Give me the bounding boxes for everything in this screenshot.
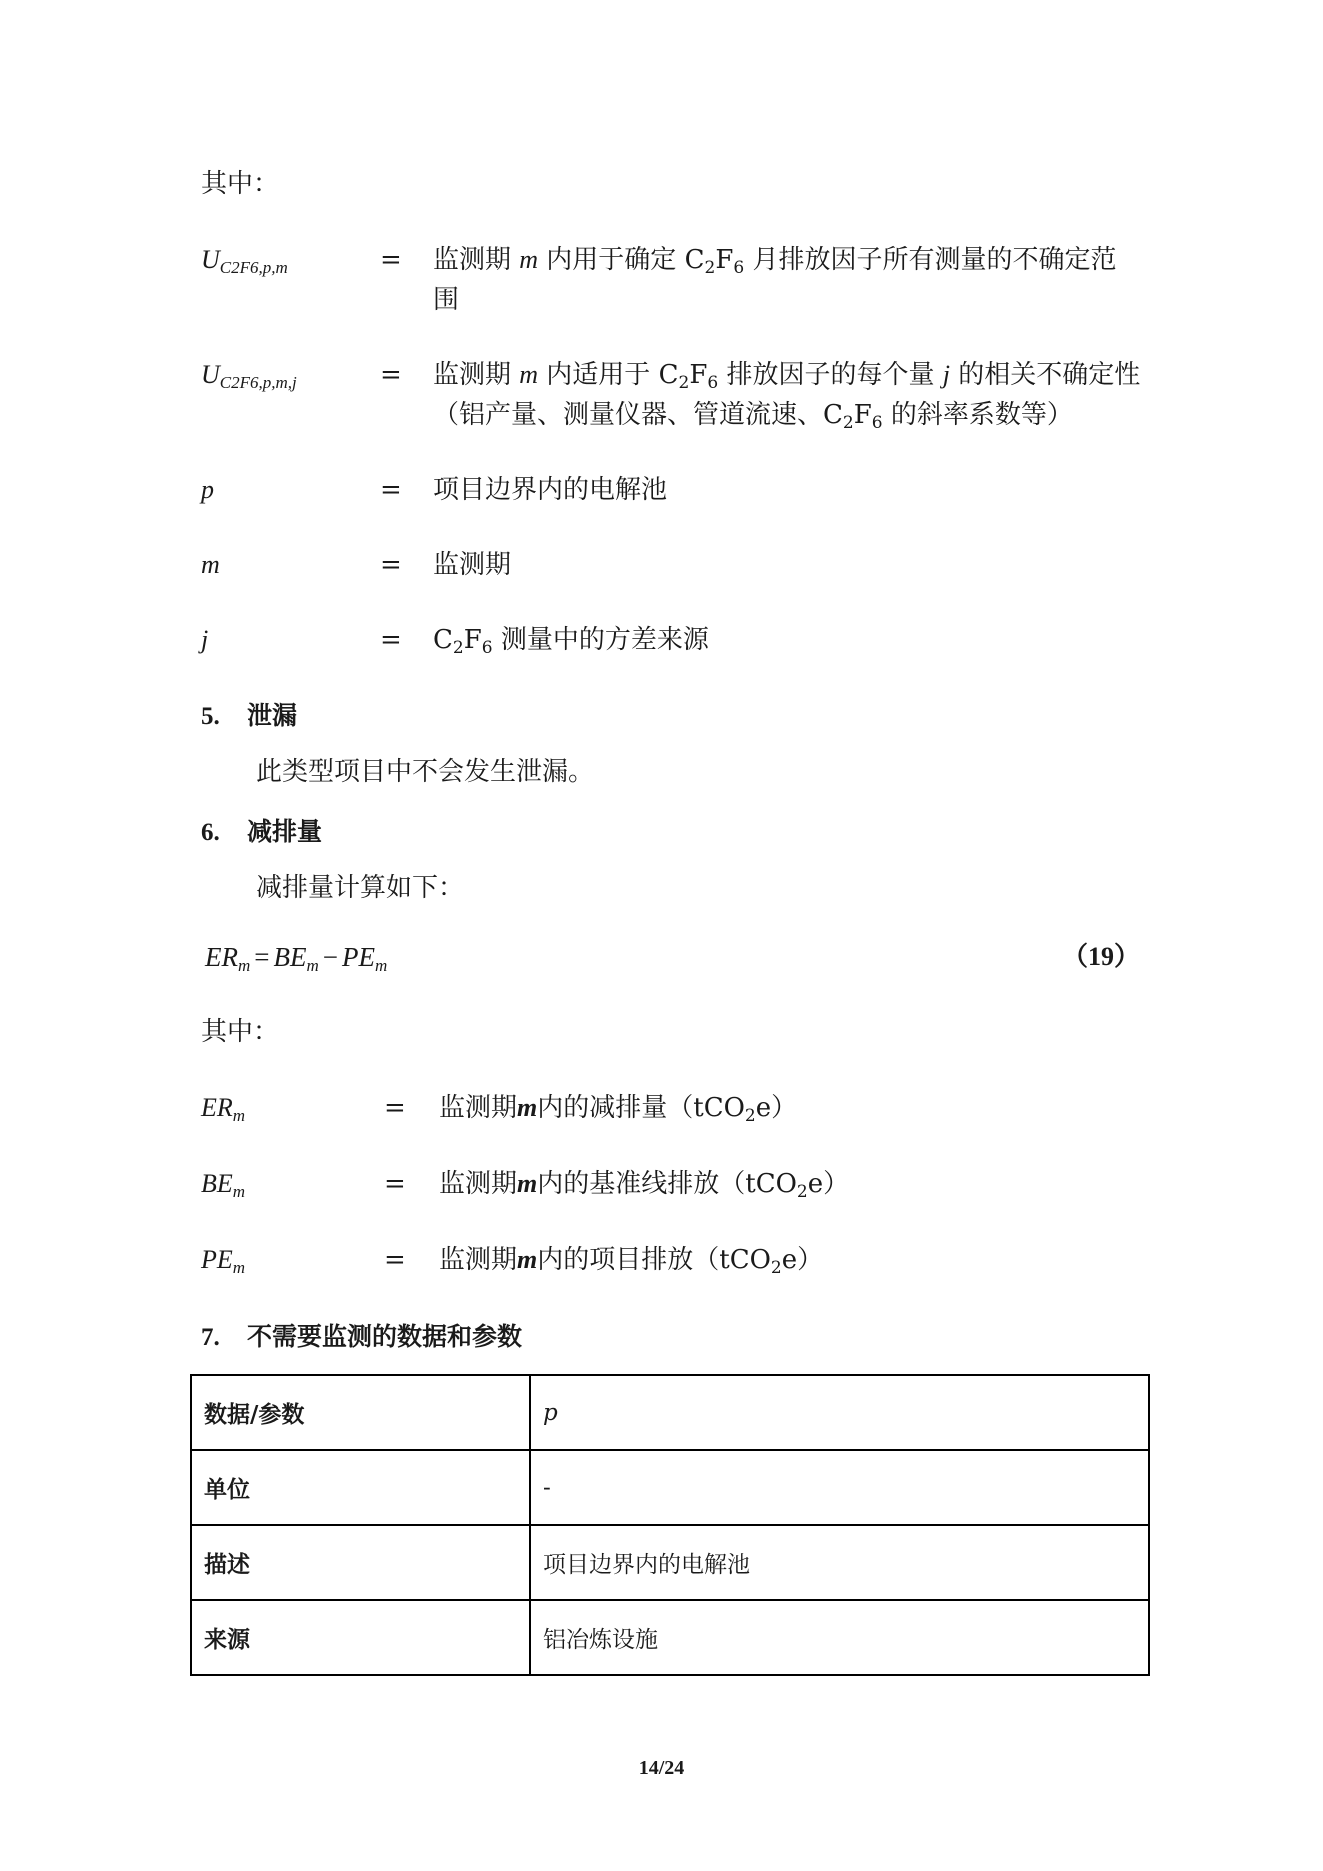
equals-sign: = xyxy=(380,245,402,275)
symbol-m: m xyxy=(201,550,220,579)
table-key-cell: 单位 xyxy=(191,1450,530,1525)
parameter-table xyxy=(190,1374,1150,1676)
symbol-er-m: $ER_m$ xyxy=(201,1093,246,1125)
definition-text: 监测期 xyxy=(433,550,512,580)
table-value-cell: p xyxy=(530,1375,1149,1450)
definition-text: 监测期 m 内用于确定 $C_2F_6$ 月排放因子所有测量的不确定范 xyxy=(433,245,1117,278)
table-value-cell: - xyxy=(530,1450,1149,1525)
section-heading-5: 5. 泄漏 xyxy=(201,701,298,730)
definition-text: 监测期m内的项目排放（tCO$_2$e） xyxy=(439,1245,824,1278)
symbol-u-c2f6-p-m: $U_{C2F6,p,m}$ xyxy=(201,245,288,277)
equals-sign: = xyxy=(384,1093,406,1123)
equals-sign: = xyxy=(384,1169,406,1199)
definition-text: 监测期m内的基准线排放（tCO$_2$e） xyxy=(439,1169,850,1202)
table-value-cell: 铝冶炼设施 xyxy=(530,1600,1149,1675)
equals-sign: = xyxy=(380,625,402,655)
symbol-p: p xyxy=(201,475,214,504)
definition-text-cont: （铝产量、测量仪器、管道流速、$C_2F_6$ 的斜率系数等） xyxy=(433,400,1073,433)
equation-number: （19） xyxy=(1062,942,1141,971)
symbol-be-m: $BE_m$ xyxy=(201,1169,246,1201)
definition-text: 监测期 m 内适用于 $C_2F_6$ 排放因子的每个量 j 的相关不确定性 xyxy=(433,360,1141,393)
section-heading-6: 6. 减排量 xyxy=(201,817,323,846)
table-key-cell: 描述 xyxy=(191,1525,530,1600)
symbol-j: j xyxy=(201,625,209,654)
table-row xyxy=(191,1450,1149,1525)
table-key-cell: 数据/参数 xyxy=(191,1375,530,1450)
table-key-cell: 来源 xyxy=(191,1600,530,1675)
table-value-cell: 项目边界内的电解池 xyxy=(530,1525,1149,1600)
symbol-u-c2f6-p-m-j: $U_{C2F6,p,m,j}$ xyxy=(201,360,297,392)
symbol-pe-m: $PE_m$ xyxy=(201,1245,246,1277)
equals-sign: = xyxy=(380,360,402,390)
section-heading-7: 7. 不需要监测的数据和参数 xyxy=(201,1322,523,1351)
equals-sign: = xyxy=(380,475,402,505)
table-row xyxy=(191,1375,1149,1450)
equals-sign: = xyxy=(380,550,402,580)
definition-text: 监测期m内的减排量（tCO$_2$e） xyxy=(439,1093,798,1126)
where-label: 其中： xyxy=(201,1017,280,1047)
section-6-body: 减排量计算如下： xyxy=(256,873,465,903)
table-row xyxy=(191,1600,1149,1675)
definition-text-cont: 围 xyxy=(433,285,460,315)
section-5-body: 此类型项目中不会发生泄漏。 xyxy=(256,757,595,787)
definition-text: 项目边界内的电解池 xyxy=(433,475,668,505)
equals-sign: = xyxy=(384,1245,406,1275)
definition-text: $C_2F_6$ 测量中的方差来源 xyxy=(433,625,709,658)
formula-19: $ER_m = BE_m - PE_m$ xyxy=(205,942,388,975)
table-row xyxy=(191,1525,1149,1600)
where-label: 其中： xyxy=(201,169,280,199)
page-number: 14/24 xyxy=(638,1757,685,1779)
